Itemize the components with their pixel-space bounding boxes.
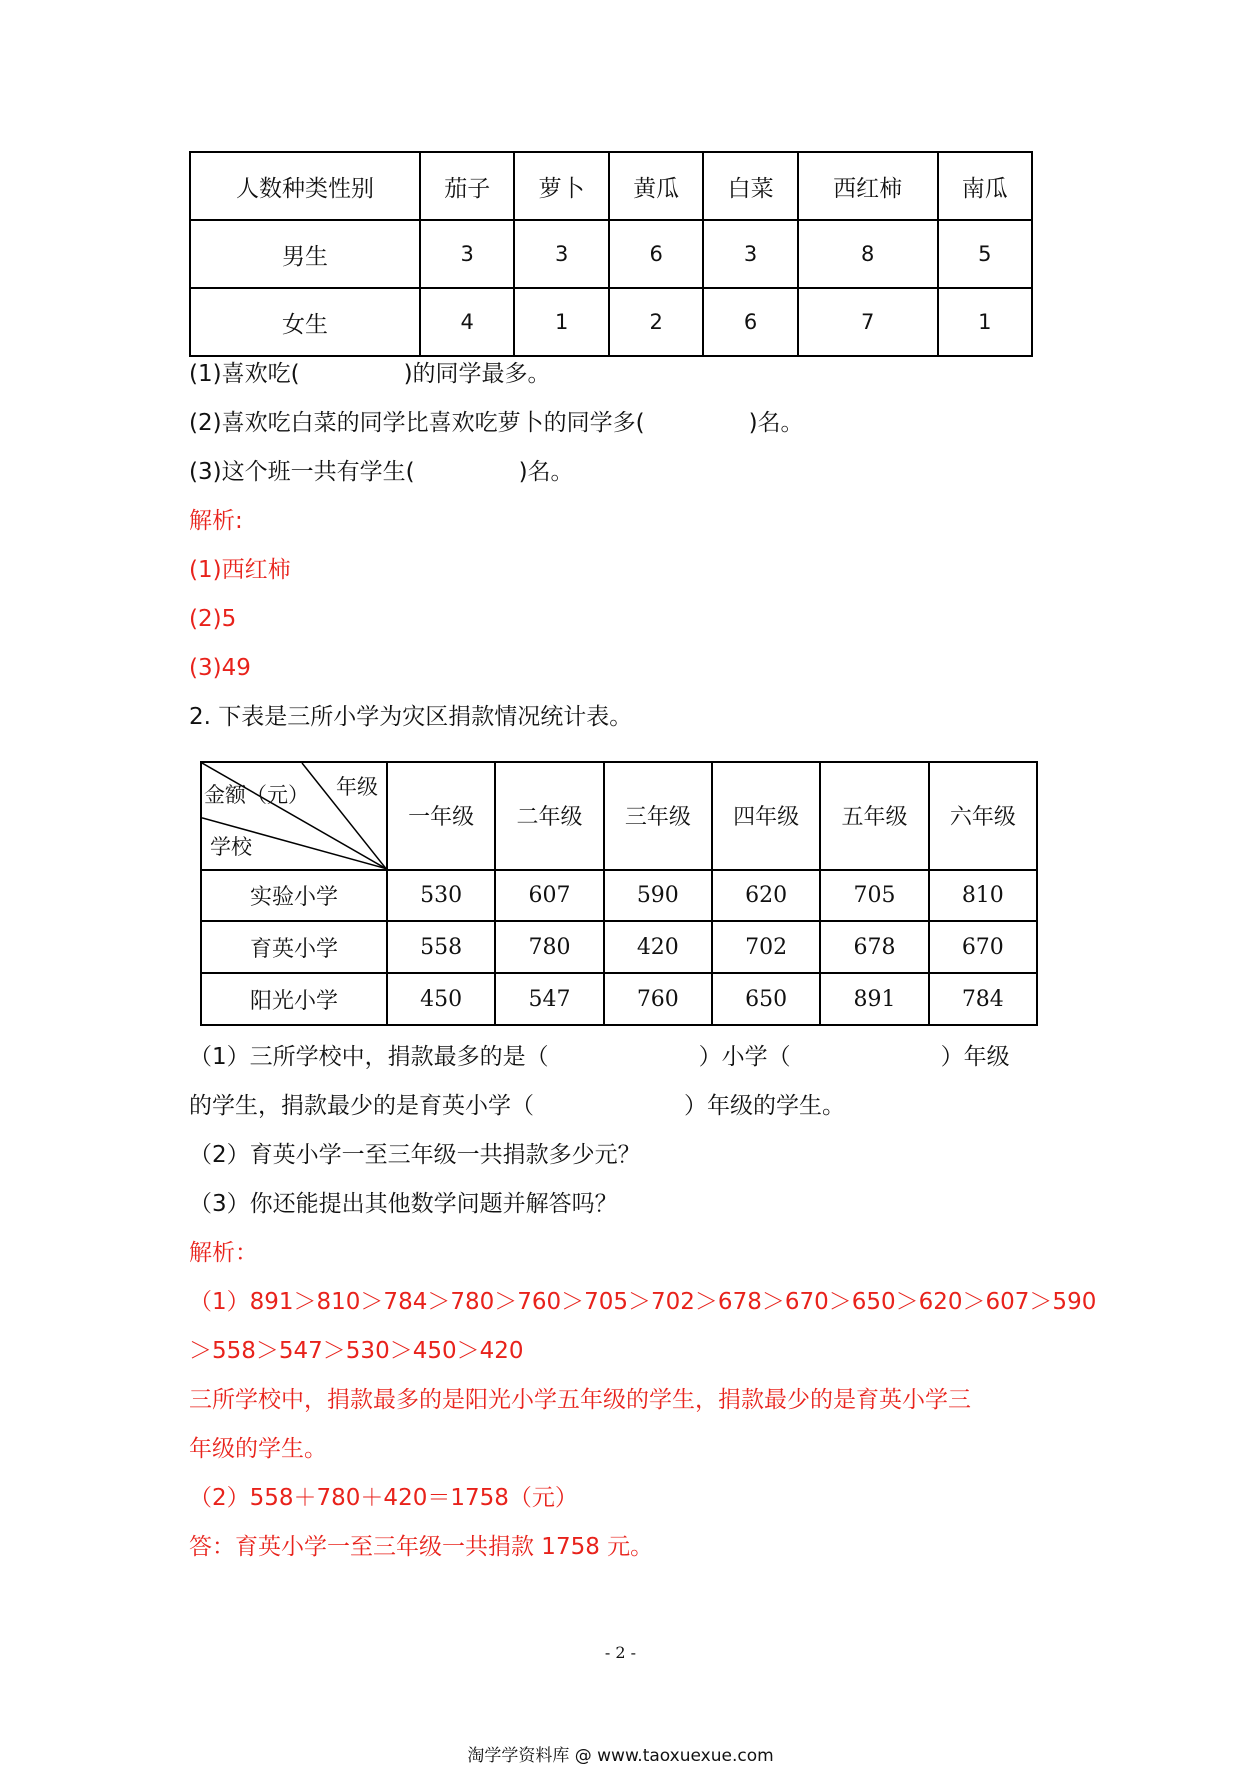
table-cell: 2 xyxy=(609,288,703,356)
table-cell: 780 xyxy=(495,921,603,973)
page-number: - 2 - xyxy=(604,1643,637,1662)
table-row xyxy=(201,921,1037,973)
q1-sub3 xyxy=(189,457,574,487)
corner-cell: 人数种类性别 xyxy=(190,152,420,220)
table-cell: 8 xyxy=(798,220,938,288)
table-cell: 784 xyxy=(929,973,1037,1025)
table-cell: 7 xyxy=(798,288,938,356)
column-header: 五年级 xyxy=(820,762,928,870)
q2-answer-3: （2）558＋780＋420＝1758（元） xyxy=(189,1485,578,1511)
table-row xyxy=(190,220,1032,288)
table-cell: 760 xyxy=(604,973,712,1025)
table-header-row xyxy=(190,152,1032,220)
q2-sub3: （3）你还能提出其他数学问题并解答吗？ xyxy=(189,1191,618,1217)
q1-answer-1: (1)西红柿 xyxy=(189,557,291,583)
q1-sub2-start: (2)喜欢吃白菜的同学比喜欢吃萝卜的同学多( xyxy=(189,410,645,436)
column-header: 四年级 xyxy=(712,762,820,870)
row-label: 育英小学 xyxy=(201,921,387,973)
table-cell: 3 xyxy=(420,220,514,288)
table-cell: 3 xyxy=(514,220,608,288)
table-cell: 590 xyxy=(604,870,712,922)
q2-sub1-line2 xyxy=(189,1091,845,1121)
table-cell: 705 xyxy=(820,870,928,922)
table-cell: 650 xyxy=(712,973,820,1025)
table-cell: 6 xyxy=(703,288,797,356)
table-cell: 1 xyxy=(514,288,608,356)
corner-school-label: 学校 xyxy=(210,835,252,859)
q2-sub1-part-a: （1）三所学校中，捐款最多的是（ xyxy=(189,1044,549,1070)
table-cell: 891 xyxy=(820,973,928,1025)
q1-sub2-end: )名。 xyxy=(748,410,804,436)
table-cell: 620 xyxy=(712,870,820,922)
column-header: 南瓜 xyxy=(938,152,1032,220)
table-cell: 4 xyxy=(420,288,514,356)
column-header: 茄子 xyxy=(420,152,514,220)
table-cell: 810 xyxy=(929,870,1037,922)
column-header: 黄瓜 xyxy=(609,152,703,220)
table-cell: 6 xyxy=(609,220,703,288)
table-cell: 3 xyxy=(703,220,797,288)
column-header: 西红柿 xyxy=(798,152,938,220)
column-header: 三年级 xyxy=(604,762,712,870)
table-cell: 678 xyxy=(820,921,928,973)
row-label: 阳光小学 xyxy=(201,973,387,1025)
table-cell: 5 xyxy=(938,220,1032,288)
table-row xyxy=(190,288,1032,356)
corner-grade-label: 年级 xyxy=(336,775,378,799)
q2-answer-2: 三所学校中，捐款最多的是阳光小学五年级的学生，捐款最少的是育英小学三 xyxy=(189,1387,971,1413)
q2-sub2: （2）育英小学一至三年级一共捐款多少元？ xyxy=(189,1142,641,1168)
table-cell: 702 xyxy=(712,921,820,973)
site-watermark: 淘学学资料库 @ www.taoxuexue.com xyxy=(467,1746,774,1766)
corner-amount-label: 金额（元） xyxy=(204,783,309,807)
q1-sub1 xyxy=(189,359,551,389)
column-header: 白菜 xyxy=(703,152,797,220)
q1-sub3-start: (3)这个班一共有学生( xyxy=(189,459,415,485)
table-header-row xyxy=(201,762,1037,870)
row-label: 实验小学 xyxy=(201,870,387,922)
table-cell: 530 xyxy=(387,870,495,922)
q2-sub1-part-e: ）年级的学生。 xyxy=(684,1093,845,1119)
column-header: 一年级 xyxy=(387,762,495,870)
diagonal-corner-cell xyxy=(201,762,387,870)
column-header: 六年级 xyxy=(929,762,1037,870)
q2-answer-2-cont: 年级的学生。 xyxy=(189,1436,327,1462)
q2-title: 2. 下表是三所小学为灾区捐款情况统计表。 xyxy=(189,704,633,730)
table-cell: 1 xyxy=(938,288,1032,356)
table-cell: 558 xyxy=(387,921,495,973)
row-label: 女生 xyxy=(190,288,420,356)
table-cell: 547 xyxy=(495,973,603,1025)
q2-sub1-line1 xyxy=(189,1042,1010,1072)
donation-table xyxy=(200,761,1038,1026)
row-label: 男生 xyxy=(190,220,420,288)
q2-sub1-part-c: ）年级 xyxy=(940,1044,1010,1070)
q1-sub1-start: (1)喜欢吃( xyxy=(189,361,300,387)
q2-sub1-part-d: 的学生，捐款最少的是育英小学（ xyxy=(189,1093,534,1119)
q1-sub1-end: )的同学最多。 xyxy=(403,361,551,387)
table-row xyxy=(201,973,1037,1025)
q2-answer-1: （1）891＞810＞784＞780＞760＞705＞702＞678＞670＞650＞620＞607＞590 xyxy=(189,1289,1097,1315)
q1-analysis-label: 解析: xyxy=(189,508,243,534)
table-row xyxy=(201,870,1037,922)
q1-answer-3: (3)49 xyxy=(189,655,251,681)
table-cell: 420 xyxy=(604,921,712,973)
q2-answer-4: 答：育英小学一至三年级一共捐款 1758 元。 xyxy=(189,1534,654,1560)
q1-sub3-end: )名。 xyxy=(518,459,574,485)
table-cell: 670 xyxy=(929,921,1037,973)
column-header: 萝卜 xyxy=(514,152,608,220)
column-header: 二年级 xyxy=(495,762,603,870)
q1-answer-2: (2)5 xyxy=(189,606,237,632)
q2-answer-1-cont: ＞558＞547＞530＞450＞420 xyxy=(189,1338,524,1364)
q2-sub1-part-b: ）小学（ xyxy=(698,1044,791,1070)
q2-analysis-label: 解析： xyxy=(189,1240,258,1266)
vegetable-table xyxy=(189,151,1033,357)
table-cell: 607 xyxy=(495,870,603,922)
q1-sub2 xyxy=(189,408,804,438)
table-cell: 450 xyxy=(387,973,495,1025)
